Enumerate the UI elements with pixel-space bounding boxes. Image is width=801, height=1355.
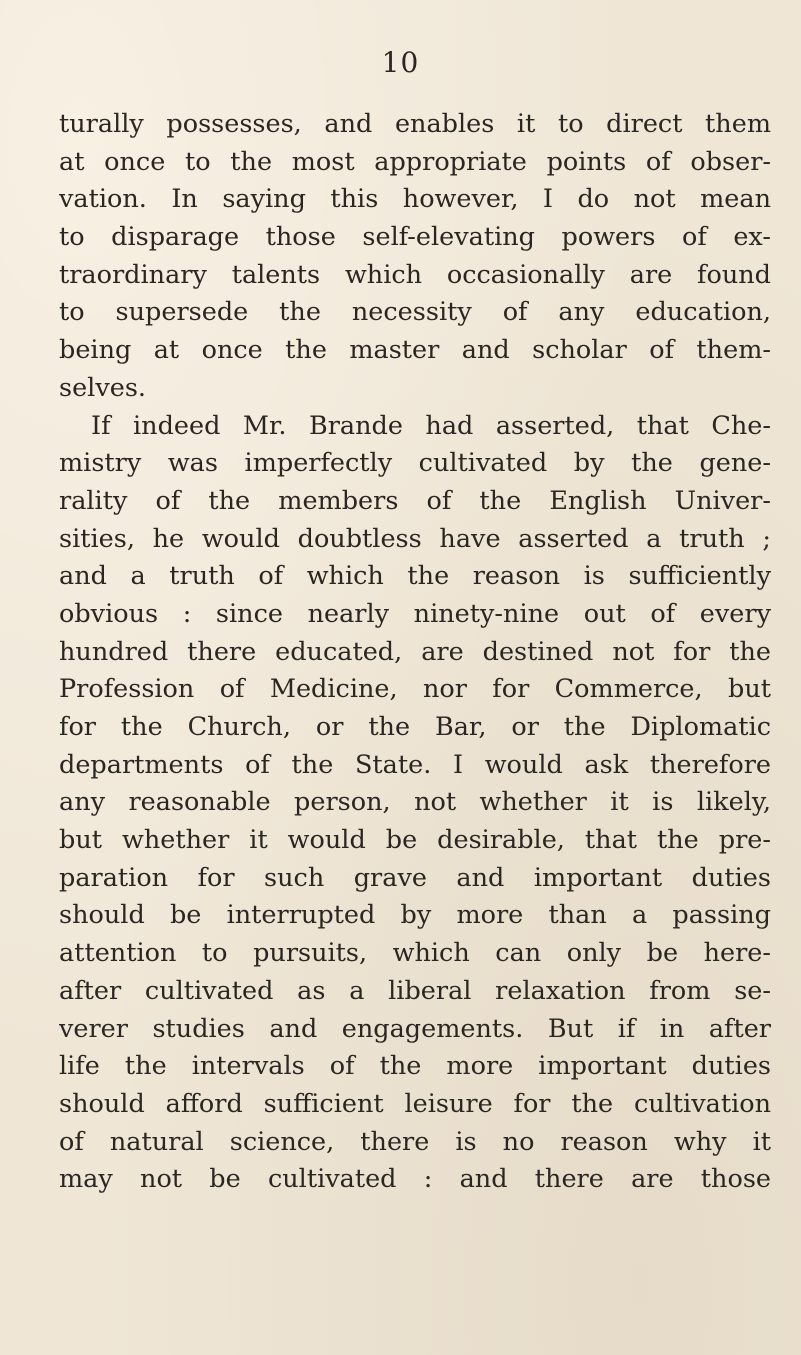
text-line: should afford sufficient leisure for the cultivation [59,1088,771,1119]
body-text [59,106,771,1199]
paragraph-start-line: If indeed Mr. Brande had asserted, that Che- [91,410,771,441]
text-line: vation. In saying this however, I do not mean [59,184,771,215]
text-line: to supersede the necessity of any education, [59,297,771,328]
text-line: of natural science, there is no reason why it [59,1126,771,1157]
text-line: should be interrupted by more than a passing [59,900,771,931]
text-line: may not be cultivated : and there are those [59,1164,771,1195]
text-line: traordinary talents which occasionally are found [59,259,771,290]
page-number: 10 [381,46,420,79]
paragraph-end-line: selves. [59,372,147,403]
text-line: any reasonable person, not whether it is likely, [59,787,771,818]
text-line: for the Church, or the Bar, or the Diplomatic [59,712,771,742]
text-line: after cultivated as a liberal relaxation from se- [59,975,771,1006]
text-line: hundred there educated, are destined not for the [59,636,771,667]
text-line: at once to the most appropriate points of obser- [59,146,771,177]
text-line: mistry was imperfectly cultivated by the gene- [59,448,771,479]
text-line: verer studies and engagements. But if in after [59,1013,771,1044]
text-line: paration for such grave and important duties [59,862,771,893]
text-line: turally possesses, and enables it to direct them [59,109,771,139]
text-line: and a truth of which the reason is sufficiently [59,561,771,592]
text-line: Profession of Medicine, nor for Commerce, but [59,674,771,705]
text-line: obvious : since nearly ninety-nine out of every [59,598,771,629]
text-line: life the intervals of the more important duties [59,1051,771,1082]
text-line: sities, he would doubtless have asserted a truth ; [59,523,771,554]
text-line: rality of the members of the English Univer- [59,485,771,516]
text-line: to disparage those self-elevating powers of ex- [59,222,771,253]
text-line: but whether it would be desirable, that the pre- [59,825,771,856]
text-line: attention to pursuits, which can only be here- [59,938,771,969]
text-line: departments of the State. I would ask therefore [59,749,771,780]
text-line: being at once the master and scholar of them- [59,335,771,366]
